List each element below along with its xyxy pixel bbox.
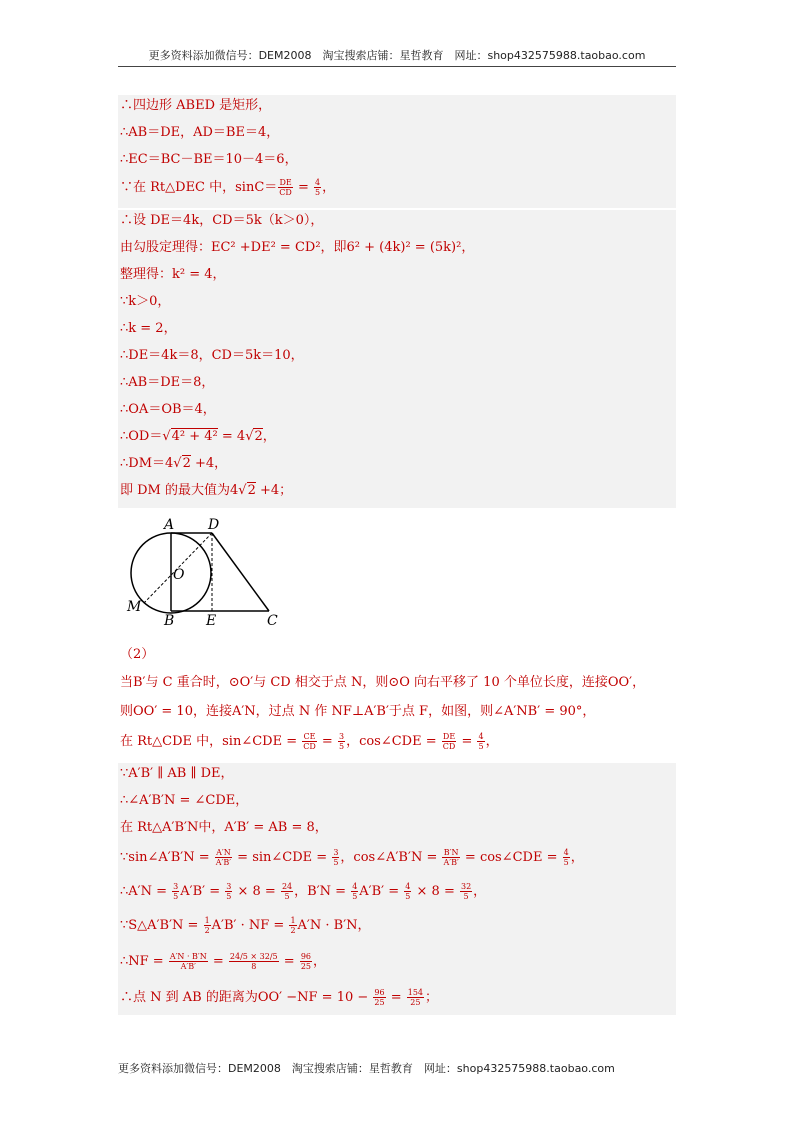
- line-k-value: ∴k = 2，: [120, 321, 177, 336]
- line-dm-max: 即 DM 的最大值为4√2 +4；: [120, 483, 293, 498]
- fraction: $\frac{24/5 \times 32/5}{8}$: [229, 952, 278, 971]
- line-ab-8: ∴AB＝DE＝8，: [120, 375, 215, 390]
- geometry-diagram: [119, 511, 285, 635]
- label-d: D: [208, 517, 220, 533]
- label-o: O: [173, 567, 185, 583]
- fraction: $\frac{CE}{CD}$: [303, 732, 316, 751]
- line-pythagoras: 由勾股定理得：EC² +DE² = CD²，即6² + (4k)² = (5k)²，: [120, 240, 475, 255]
- line-oa-ob: ∴OA＝OB＝4，: [120, 402, 216, 417]
- fraction: $\frac{96}{25}$: [300, 952, 311, 971]
- line-parallel: ∵A′B′ ∥ AB ∥ DE，: [120, 766, 234, 781]
- fraction: $\frac{96}{25}$: [374, 988, 385, 1007]
- line-distance: ∴点 N 到 AB 的距离为OO′ −NF = 10 − $\frac{96}{25}$ = $\frac{154}{25}$ ；: [120, 988, 439, 1007]
- geometry-figure: [119, 511, 285, 635]
- line-k-positive: ∵k＞0，: [120, 294, 171, 309]
- line-nf: ∴NF = $\frac{A'N \cdot B'N}{A'B'}$ = $\frac{24/5 \times 32/5}{8}$ = $\frac{96}{25}$ ，: [120, 952, 327, 971]
- fraction: $\frac{1}{2}$: [204, 916, 210, 935]
- page-footer: 更多资料添加微信号：DEM2008 淘宝搜索店铺：星哲教育 网址：shop432575988.taobao.com: [118, 1062, 615, 1075]
- line-sin-cos-cde: 在 Rt△CDE 中，sin∠CDE = $\frac{CE}{CD}$ = $\frac{3}{5}$ ，cos∠CDE = $\frac{DE}{CD}$ = $\frac{4}{5}$ ，: [120, 732, 499, 751]
- line-ab-de: ∴AB＝DE，AD＝BE＝4，: [120, 125, 280, 140]
- label-c: C: [267, 613, 278, 629]
- line-ab-prime: 在 Rt△A′B′N中，A′B′ = AB = 8，: [120, 820, 328, 835]
- line-de-cd: ∴DE＝4k＝8，CD＝5k＝10，: [120, 348, 304, 363]
- fraction: $\frac{DE}{CD}$: [279, 178, 292, 197]
- fraction: $\frac{154}{25}$: [407, 988, 424, 1007]
- fraction: $\frac{4}{5}$: [315, 178, 321, 197]
- line-dm: ∴DM＝4√2 +4，: [120, 456, 228, 471]
- fraction: $\frac{A'N}{A'B'}$: [215, 848, 232, 867]
- line-an-bn: ∴A′N = $\frac{3}{5}$ A′B′ = $\frac{3}{5}$ × 8 = $\frac{24}{5}$ ，B′N = $\frac{4}{5}$ A′B′ = $\frac{4}{5}$ × 8 = $\frac{32}{5}$ ，: [120, 882, 487, 901]
- line-od: ∴OD＝√4² + 4² = 4√2，: [120, 429, 276, 444]
- label-m: M: [127, 599, 142, 615]
- line-sinc: ∵在 Rt△DEC 中，sinC＝ $\frac{DE}{CD}$ = $\frac{4}{5}$ ，: [120, 178, 336, 197]
- fraction: $\frac{4}{5}$: [405, 882, 411, 901]
- line-simplify: 整理得：k² = 4，: [120, 267, 226, 282]
- segment-dc: [212, 533, 269, 611]
- line-angle-equal: ∴∠A′B′N = ∠CDE，: [120, 793, 249, 808]
- part-2-label: （2）: [120, 647, 155, 662]
- line-sin-cos-ab-n: ∵sin∠A′B′N = $\frac{A'N}{A'B'}$ = sin∠CDE = $\frac{3}{5}$ ，cos∠A′B′N = $\frac{B'N}{A'B'}$ = cos∠CDE = $\frac{4}{5}$ ，: [120, 848, 584, 867]
- line-translation: 当B′与 C 重合时，⊙O′与 CD 相交于点 N，则⊙O 向右平移了 10 个单位长度，连接OO′，: [120, 675, 646, 690]
- fraction: $\frac{B'N}{A'B'}$: [443, 848, 459, 867]
- fraction: $\frac{3}{5}$: [173, 882, 179, 901]
- fraction: $\frac{24}{5}$: [281, 882, 293, 901]
- fraction: $\frac{3}{5}$: [226, 882, 232, 901]
- label-b: B: [164, 613, 175, 629]
- fraction: $\frac{A'N \cdot B'N}{A'B'}$: [169, 952, 207, 971]
- fraction: $\frac{4}{5}$: [563, 848, 569, 867]
- fraction: $\frac{3}{5}$: [338, 732, 345, 751]
- line-rectangle: ∴四边形 ABED 是矩形，: [120, 98, 272, 113]
- line-set-k: ∴设 DE＝4k，CD＝5k（k＞0），: [120, 213, 324, 228]
- fraction: $\frac{3}{5}$: [333, 848, 339, 867]
- label-e: E: [206, 613, 217, 629]
- fraction: $\frac{DE}{CD}$: [442, 732, 456, 751]
- fraction: $\frac{32}{5}$: [460, 882, 472, 901]
- page-header: 更多资料添加微信号：DEM2008 淘宝搜索店铺：星哲教育 网址：shop432575988.taobao.com: [118, 48, 676, 67]
- fraction: $\frac{1}{2}$: [290, 916, 296, 935]
- fraction: $\frac{4}{5}$: [478, 732, 484, 751]
- line-oo-prime: 则OO′ = 10，连接A′N，过点 N 作 NF⊥A′B′于点 F，如图，则∠A′NB′ = 90°，: [120, 704, 596, 719]
- line-area: ∵S△A′B′N = $\frac{1}{2}$ A′B′ · NF = $\frac{1}{2}$ A′N · B′N，: [120, 916, 371, 935]
- fraction: $\frac{4}{5}$: [352, 882, 358, 901]
- label-a: A: [164, 517, 175, 533]
- line-ec: ∴EC＝BC－BE＝10－4＝6，: [120, 152, 298, 167]
